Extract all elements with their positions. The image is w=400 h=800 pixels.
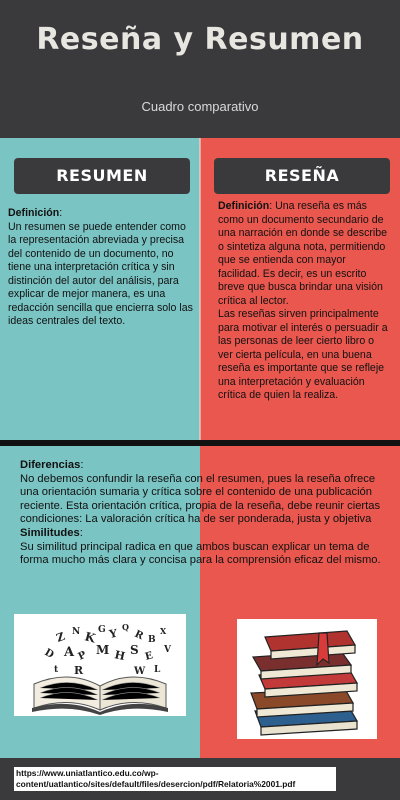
comparison-text [20,459,394,568]
svg-text:D: D [42,647,56,661]
svg-text:Q: Q [122,622,129,632]
resumen-definition [8,207,196,329]
svg-text:V: V [164,645,171,655]
svg-text:t: t [54,665,59,675]
resumen-definition-label: Definición [8,207,60,219]
differences-text: : No debemos confundir la reseña con el resumen, pues la reseña ofrece una orientación sumaria y crítica sobre el contenido de una publicación reciente. Esta orientación crítica, propia de la reseña, debe reunir ciertas condiciones: La valoración crítica ha de ser ponderada, justa y objetiva [20,459,381,526]
column-divider [199,138,201,440]
svg-text:R: R [132,628,145,643]
svg-text:S: S [130,643,139,657]
resumen-definition-text: : Un resumen se puede entender como la representación abreviada y precisa del contenido de un documento, no tiene una interpretación crítica y sin distinción del autor del análisis, para explicar de mejor manera, es una redacción sencilla que encierra solo las ideas centrales del texto. [8,207,193,327]
source-link[interactable]: https://www.uniatlantico.edu.co/wp-content/uatlantico/sites/default/files/desercion/pdf/Relatoria%2001.pdf [14,767,336,791]
header [0,0,400,138]
svg-text:X: X [160,626,167,636]
svg-text:Y: Y [108,626,119,641]
resena-heading: RESEÑA [214,158,390,194]
svg-text:W: W [134,666,146,677]
svg-text:M: M [96,643,110,657]
similarities-text: : Su similitud principal radica en que ambos buscan explicar un tema de forma mucho más clara y concisa para la comprensión eficaz del mismo. [20,526,381,567]
resena-definition-text: : Una reseña es más como un documento secundario de una narración en donde se describe o sintetiza alguna nota, permitiendo que se entienda con mayor facilidad. Es decir, es un escrito breve que busca brindar una visión crítica al lector. Las reseñas sirven principalmente para motivar el interés o persuadir a las personas de leer cierto libro o ver cierta película, en una buena reseña es importante que se refleje una interpretación y evaluación crítica de quien la realiza. [218,200,388,401]
page-title: Reseña y Resumen [36,22,364,57]
differences-label: Diferencias [20,459,81,471]
svg-text:B: B [148,635,156,645]
svg-text:L: L [154,665,161,675]
resena-definition-label: Definición [218,200,270,212]
svg-text:Z: Z [54,629,67,645]
books-stack-icon [237,619,377,739]
svg-text:K: K [83,629,97,646]
svg-text:H: H [113,648,127,664]
resumen-heading: RESUMEN [14,158,190,194]
svg-text:N: N [72,627,81,637]
svg-text:A: A [64,645,75,660]
similarities-label: Similitudes [20,526,80,539]
svg-text:E: E [143,650,155,663]
svg-text:R: R [74,664,84,677]
page-subtitle: Cuadro comparativo [141,99,259,114]
resena-definition [218,200,390,403]
svg-text:G: G [98,625,106,635]
open-book-icon [14,614,186,716]
svg-text:P: P [76,649,89,663]
